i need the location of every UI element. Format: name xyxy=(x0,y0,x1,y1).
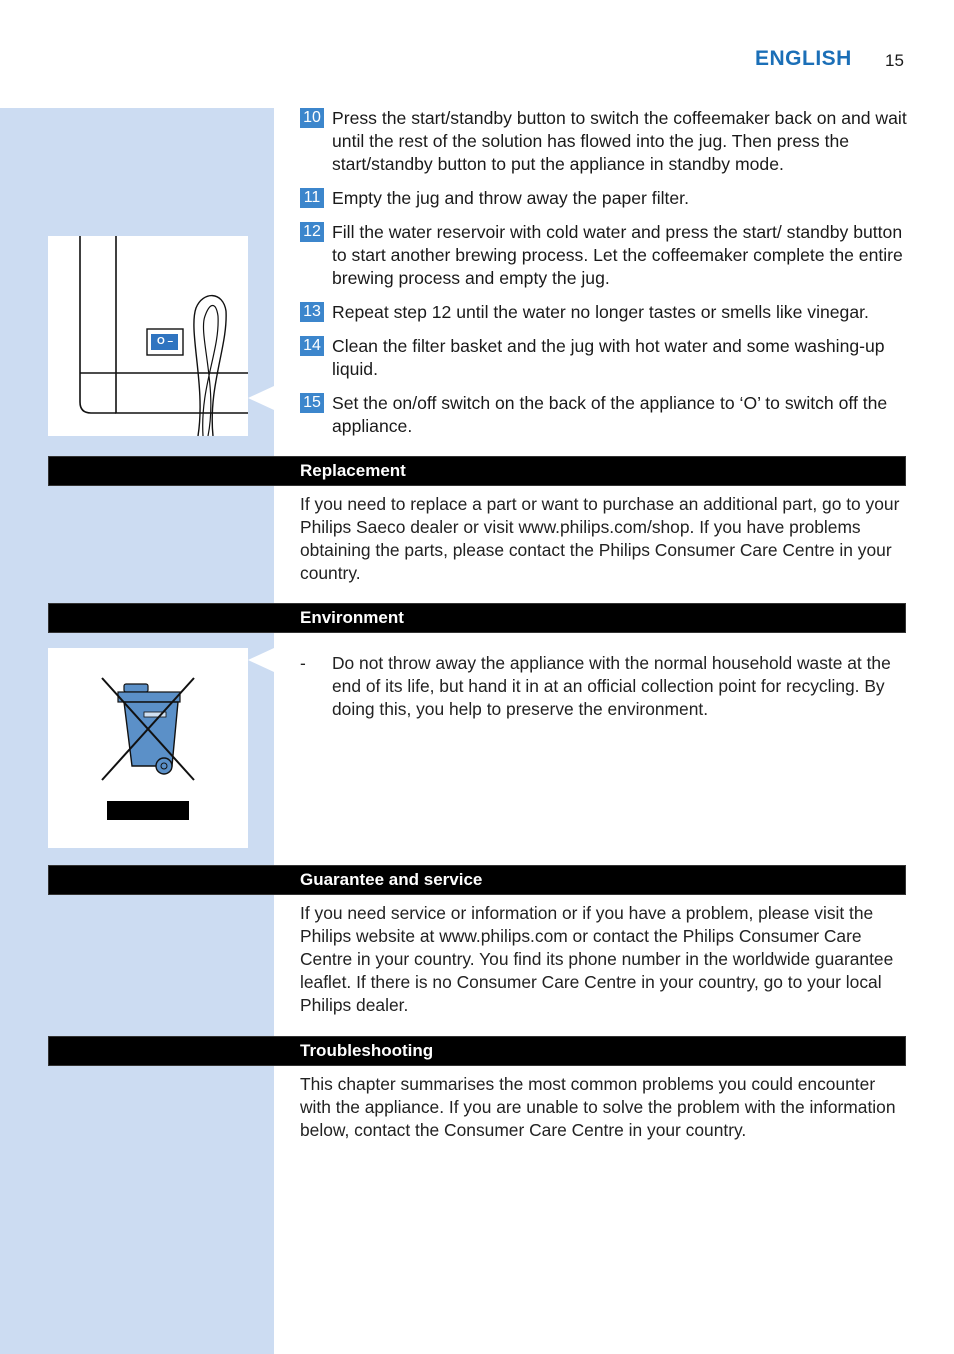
replacement-text: If you need to replace a part or want to purchase an additional part, go to your Philips Saeco dealer or visit www.philips.com/shop. If you have problems obtaining the parts, please contact the Philips Consumer Care Centre in your country. xyxy=(300,494,900,583)
step-text: Set the on/off switch on the back of the appliance to ‘O’ to switch off the appliance. xyxy=(332,393,888,436)
step-text: Repeat step 12 until the water no longer tastes or smells like vinegar. xyxy=(332,302,869,322)
step-number: 15 xyxy=(300,393,324,413)
appliance-back-illustration xyxy=(48,236,248,436)
step-item xyxy=(300,187,910,210)
step-item xyxy=(300,392,910,438)
environment-item xyxy=(300,652,910,721)
section-title: Environment xyxy=(300,608,404,627)
step-number: 13 xyxy=(300,302,324,322)
figure-pointer xyxy=(248,386,274,410)
page-number: 15 xyxy=(885,51,904,70)
section-title: Replacement xyxy=(300,461,406,480)
section-title: Troubleshooting xyxy=(300,1041,434,1060)
troubleshooting-text: This chapter summarises the most common problems you could encounter with the appliance. If you are unable to solve the problem with the information below, contact the Consumer Care Centre in your country. xyxy=(300,1074,896,1140)
step-number: 14 xyxy=(300,336,324,356)
bullet-dash: - xyxy=(300,653,306,673)
environment-text: Do not throw away the appliance with the normal household waste at the end of its life, but hand it in at an official collection point for recycling. By doing this, you help to preserve the environment. xyxy=(332,653,891,719)
figure-pointer xyxy=(248,648,274,672)
step-text: Press the start/standby button to switch the coffeemaker back on and wait until the rest of the solution has flowed into the jug. Then press the start/standby button to put the appliance in standby mode. xyxy=(332,108,907,174)
guarantee-text: If you need service or information or if you have a problem, please visit the Philips website at www.philips.com or contact the Philips Consumer Care Centre in your country. You find its phone number in the worldwide guarantee leaflet. If there is no Consumer Care Centre in your country, go to your local Philips dealer. xyxy=(300,903,894,1015)
step-item xyxy=(300,221,910,290)
weee-figure xyxy=(48,648,248,848)
section-bar-troubleshooting xyxy=(48,1036,906,1066)
section-bar-replacement xyxy=(48,456,906,486)
step-text: Clean the filter basket and the jug with hot water and some washing-up liquid. xyxy=(332,336,885,379)
section-title: Guarantee and service xyxy=(300,870,483,889)
step-number: 10 xyxy=(300,108,324,128)
step-number: 11 xyxy=(300,188,324,208)
step-text: Empty the jug and throw away the paper filter. xyxy=(332,188,689,208)
switch-figure xyxy=(48,236,248,436)
step-item xyxy=(300,107,910,176)
crossed-bin-icon xyxy=(48,648,248,848)
step-text: Fill the water reservoir with cold water and press the start/ standby button to start another brewing process. Let the coffeemaker complete the entire brewing process and empty the jug. xyxy=(332,222,903,288)
step-number: 12 xyxy=(300,222,324,242)
step-list xyxy=(300,107,910,449)
step-item xyxy=(300,335,910,381)
list-item xyxy=(300,652,910,721)
section-bar-environment xyxy=(48,603,906,633)
step-item xyxy=(300,301,910,324)
switch-label: O – xyxy=(156,336,174,347)
section-bar-guarantee xyxy=(48,865,906,895)
language-label: ENGLISH xyxy=(755,47,852,70)
